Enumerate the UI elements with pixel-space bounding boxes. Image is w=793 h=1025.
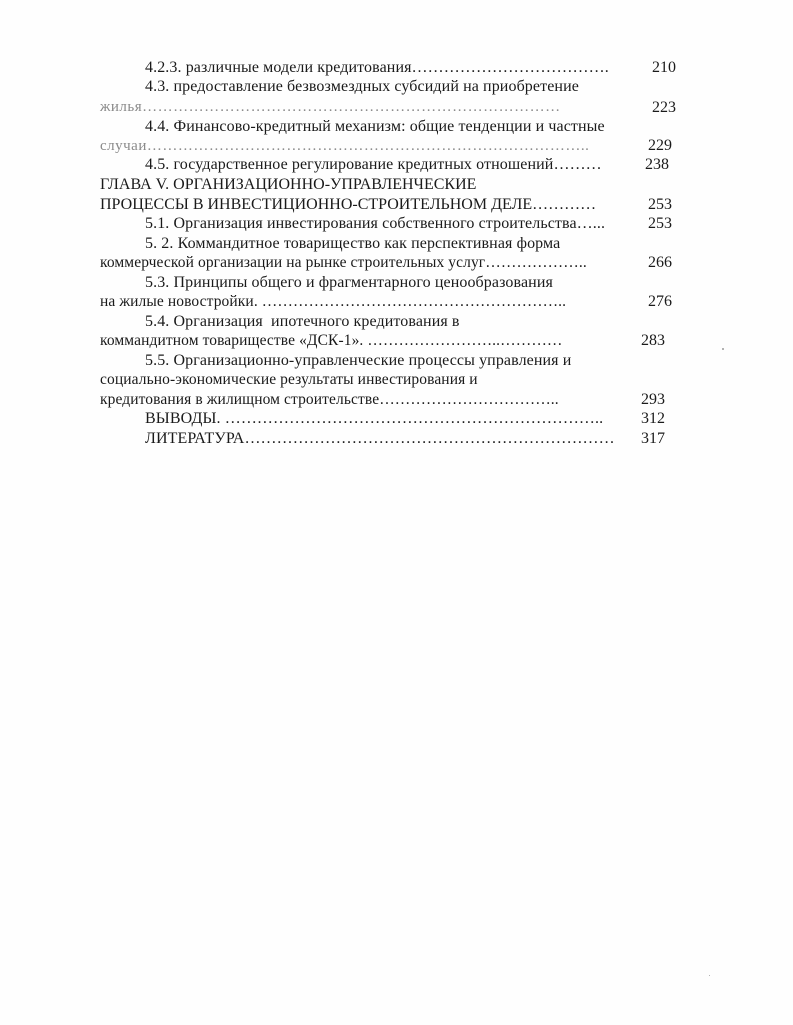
toc-entry-5-5-continued-2: кредитования в жилищном строительстве…………………………….. <box>100 391 559 408</box>
toc-entry-4-2-3: 4.2.3. различные модели кредитования………………………………. <box>145 59 609 76</box>
toc-entry-5-2-continued: коммерческой организации на рынке строительных услуг……………….. <box>100 254 587 271</box>
toc-entry-5-3: 5.3. Принципы общего и фрагментарного ценообразования <box>145 274 553 291</box>
toc-entry-4-3: 4.3. предоставление безвозмездных субсидий на приобретение <box>145 78 579 95</box>
toc-entry-4-3-continued: жилья……………………………………………………………………… <box>100 99 561 115</box>
toc-entry-4-4-continued: случаи………………………………………………………………………….. <box>100 138 590 154</box>
toc-page-number: 293 <box>641 391 665 408</box>
toc-page-number: 229 <box>648 137 672 154</box>
toc-entry-4-4: 4.4. Финансово-кредитный механизм: общие тенденции и частные <box>145 118 605 135</box>
toc-entry-conclusions: ВЫВОДЫ. …………………………………………………………….. <box>145 410 604 427</box>
toc-page-number: 223 <box>652 99 676 116</box>
toc-entry-literature: ЛИТЕРАТУРА…………………………………………………………… <box>145 430 615 447</box>
scan-speck <box>709 975 710 976</box>
toc-page-number: 312 <box>641 410 665 427</box>
toc-chapter-5-heading: ГЛАВА V. ОРГАНИЗАЦИОННО-УПРАВЛЕНЧЕСКИЕ <box>100 176 477 193</box>
toc-page-number: 266 <box>648 254 672 271</box>
toc-page-number: 317 <box>641 430 665 447</box>
toc-entry-5-4: 5.4. Организация ипотечного кредитования в <box>145 313 460 330</box>
toc-page-number: 276 <box>648 293 672 310</box>
toc-chapter-5-heading-continued: ПРОЦЕССЫ В ИНВЕСТИЦИОННО-СТРОИТЕЛЬНОМ ДЕЛЕ………… <box>100 196 597 213</box>
toc-entry-5-5: 5.5. Организационно-управленческие процессы управления и <box>145 352 572 369</box>
toc-page-number: 210 <box>652 59 676 76</box>
toc-page-number: 253 <box>648 196 672 213</box>
toc-page-number: 238 <box>645 156 669 173</box>
toc-entry-5-5-continued: социально-экономические результаты инвестирования и <box>100 371 478 388</box>
toc-entry-5-4-continued: коммандитном товариществе «ДСК-1». ……………………..………… <box>100 332 563 349</box>
toc-page-number: 253 <box>648 215 672 232</box>
toc-entry-5-3-continued: на жилые новостройки. ………………………………………………….. <box>100 293 567 310</box>
toc-page-number: 283 <box>641 332 665 349</box>
toc-entry-5-2: 5. 2. Коммандитное товарищество как перспективная форма <box>145 235 561 252</box>
scan-speck <box>722 348 724 350</box>
toc-entry-4-5: 4.5. государственное регулирование кредитных отношений……… <box>145 156 602 173</box>
toc-entry-5-1: 5.1. Организация инвестирования собственного строительства…... <box>145 215 606 232</box>
